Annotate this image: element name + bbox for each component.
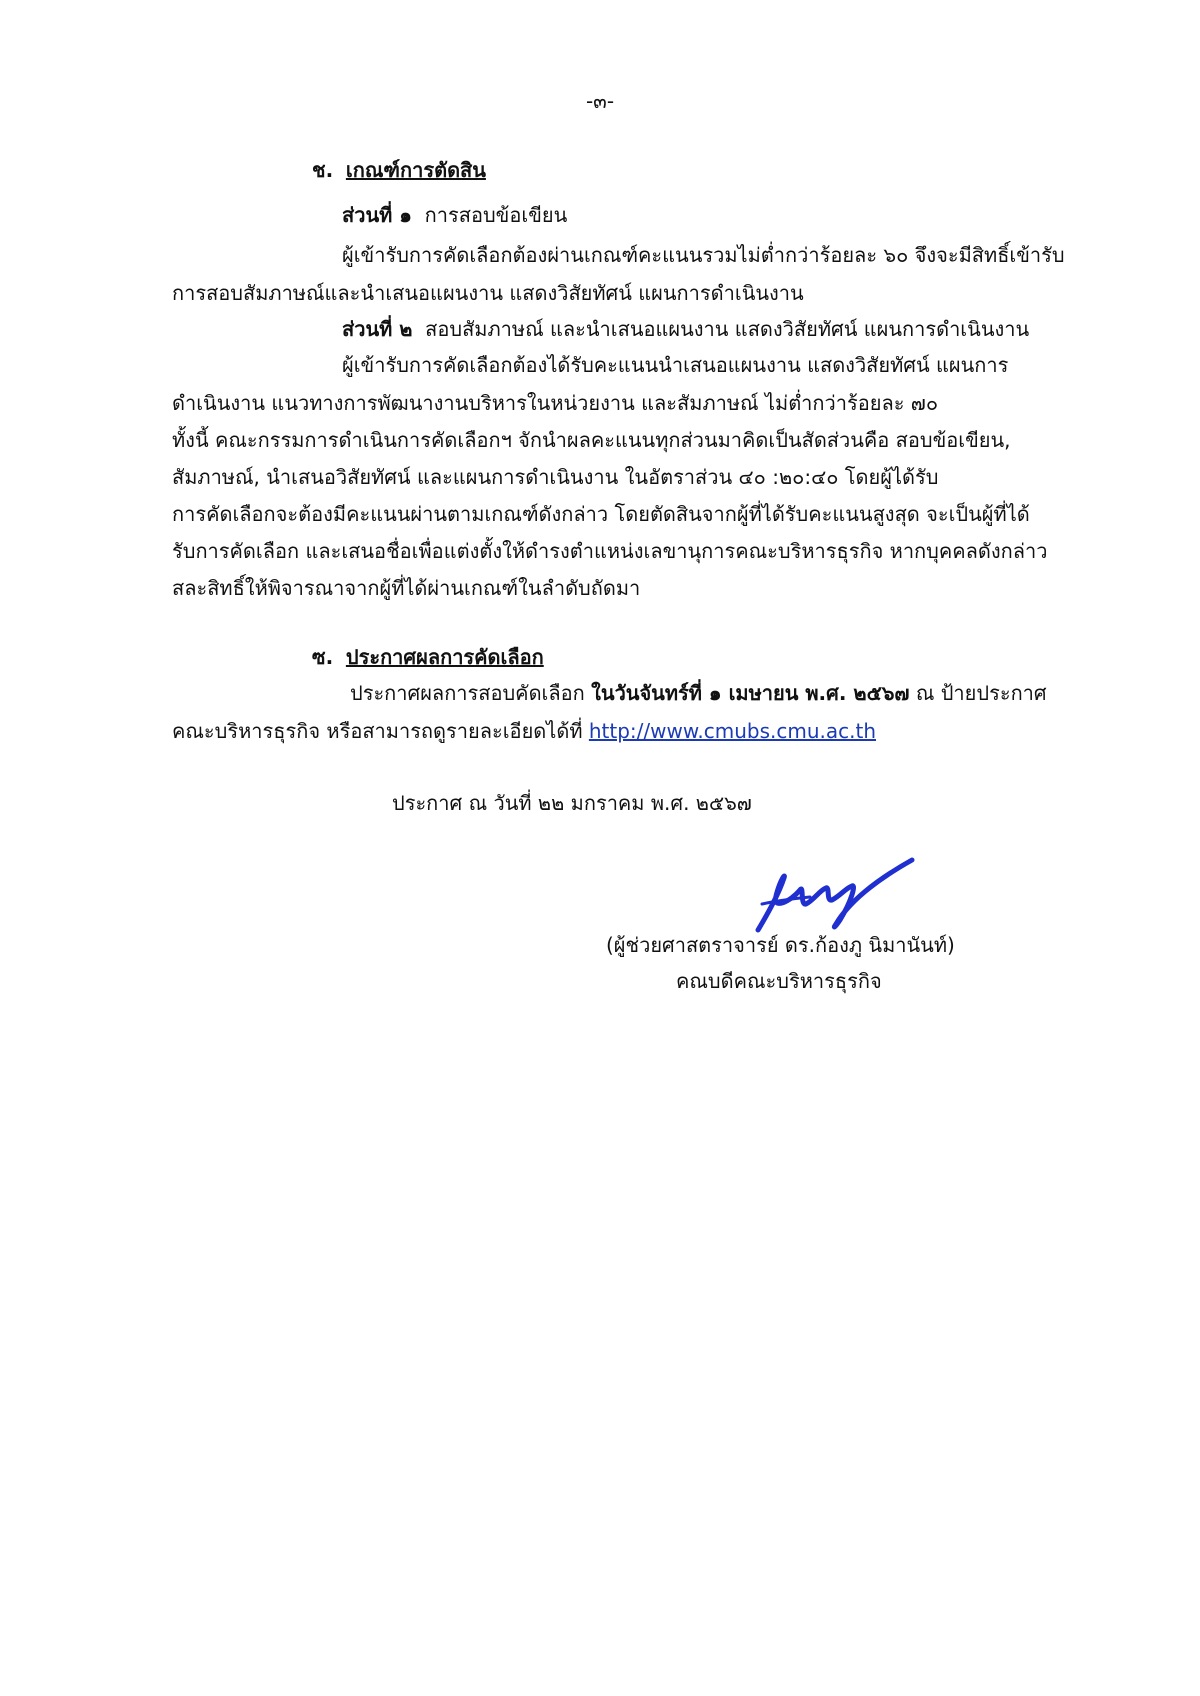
section-announce-heading-row	[312, 642, 544, 672]
signatory-name: (ผู้ช่วยศาสตราจารย์ ดร.ก้องภู นิมานันท์)	[606, 933, 955, 957]
announce-line1	[350, 678, 1047, 708]
part2-text-line7: สละสิทธิ์ให้พิจารณาจากผู้ที่ได้ผ่านเกณฑ์ในลำดับถัดมา	[172, 576, 641, 600]
website-link[interactable]: http://www.cmubs.cmu.ac.th	[588, 719, 877, 743]
section-letter: ซ.	[312, 645, 334, 669]
page-number: -๓-	[585, 89, 615, 113]
part2-text-line6: รับการคัดเลือก และเสนอชื่อเพื่อแต่งตั้งให้ดำรงตำแหน่งเลขานุการคณะบริหารธุรกิจ หากบุคคลดังกล่าว	[172, 539, 1048, 563]
part2-text-line3: ทั้งนี้ คณะกรรมการดำเนินการคัดเลือกฯ จักนำผลคะแนนทุกส่วนมาคิดเป็นสัดส่วนคือ สอบข้อเขียน,	[172, 428, 1011, 452]
announcement-date: ประกาศ ณ วันที่ ๒๒ มกราคม พ.ศ. ๒๕๖๗	[392, 791, 752, 815]
part2-label: ส่วนที่ ๒	[342, 317, 413, 341]
part2-text-line4: สัมภาษณ์, นำเสนอวิสัยทัศน์ และแผนการดำเนินงาน ในอัตราส่วน ๔๐ :๒๐:๔๐ โดยผู้ได้รับ	[172, 465, 939, 489]
section-judging-heading-row	[312, 155, 486, 185]
part2-text-line1: ผู้เข้ารับการคัดเลือกต้องได้รับคะแนนนำเสนอแผนงาน แสดงวิสัยทัศน์ แผนการ	[342, 353, 1009, 377]
part1-title-row	[342, 200, 567, 230]
signatory-position: คณบดีคณะบริหารธุรกิจ	[676, 969, 882, 993]
announce-line2-prefix: คณะบริหารธุรกิจ หรือสามารถดูรายละเอียดได้ที่	[172, 719, 583, 743]
part2-title-row	[342, 314, 1029, 344]
part1-text-line2: การสอบสัมภาษณ์และนำเสนอแผนงาน แสดงวิสัยทัศน์ แผนการดำเนินงาน	[172, 281, 804, 305]
part2-title: สอบสัมภาษณ์ และนำเสนอแผนงาน แสดงวิสัยทัศน์ แผนการดำเนินงาน	[425, 317, 1030, 341]
part2-text-line2: ดำเนินงาน แนวทางการพัฒนางานบริหารในหน่วยงาน และสัมภาษณ์ ไม่ต่ำกว่าร้อยละ ๗๐	[172, 391, 939, 415]
part1-label: ส่วนที่ ๑	[342, 203, 412, 227]
section-heading: เกณฑ์การตัดสิน	[345, 158, 486, 182]
announce-line2	[172, 716, 876, 746]
part1-title: การสอบข้อเขียน	[424, 203, 568, 227]
section-letter: ช.	[312, 158, 334, 182]
part1-text-line1: ผู้เข้ารับการคัดเลือกต้องผ่านเกณฑ์คะแนนรวมไม่ต่ำกว่าร้อยละ ๖๐ จึงจะมีสิทธิ์เข้ารับ	[342, 243, 1065, 267]
announce-line1-prefix: ประกาศผลการสอบคัดเลือก	[350, 681, 585, 705]
announce-line1-suffix: ณ ป้ายประกาศ	[915, 681, 1047, 705]
section-heading: ประกาศผลการคัดเลือก	[345, 645, 544, 669]
announce-date-bold: ในวันจันทร์ที่ ๑ เมษายน พ.ศ. ๒๕๖๗	[591, 681, 910, 705]
signature-image	[740, 850, 920, 940]
part2-text-line5: การคัดเลือกจะต้องมีคะแนนผ่านตามเกณฑ์ดังกล่าว โดยตัดสินจากผู้ที่ได้รับคะแนนสูงสุด จะเป็นผู้ที่ได้	[172, 502, 1030, 526]
